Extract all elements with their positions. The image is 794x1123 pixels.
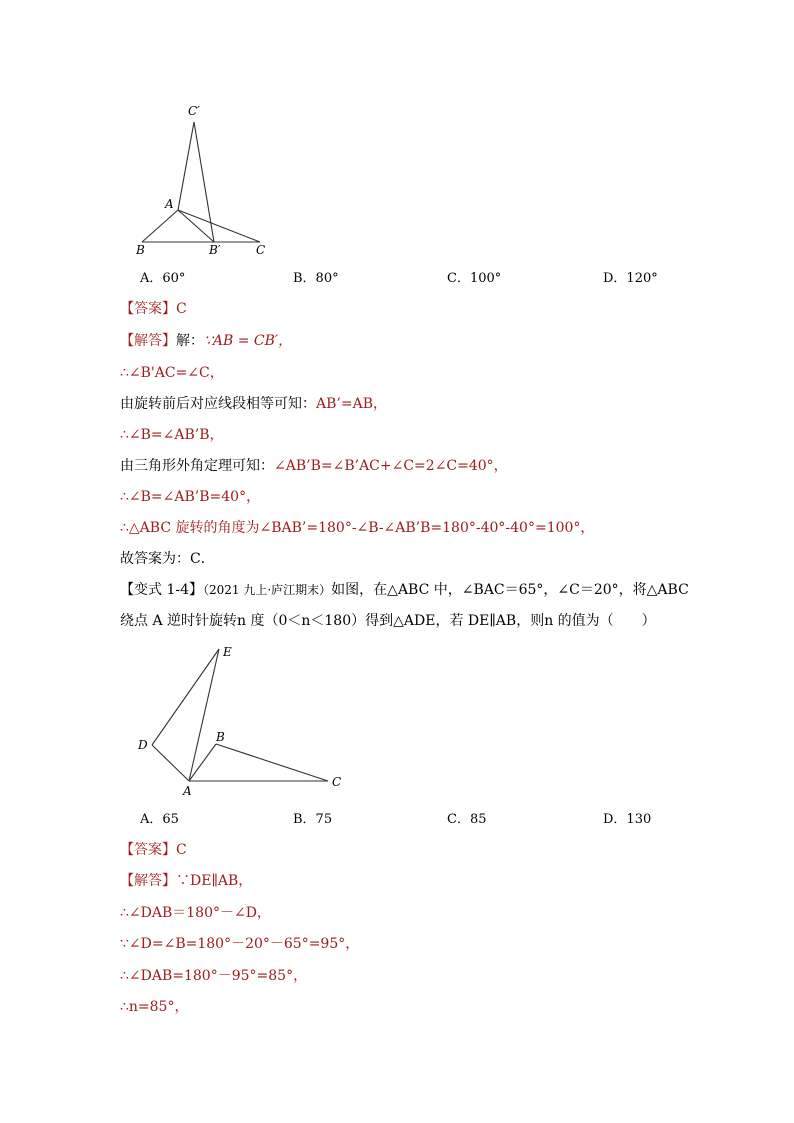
q2-stem-1: 如图，在△ABC 中，∠BAC＝65°，∠C＝20°，将△ABC <box>331 582 689 598</box>
q2-source: （2021 九上·庐江期末） <box>203 583 332 597</box>
figure-2-triangles <box>130 640 350 800</box>
q2-option-c: C．85 <box>447 812 487 827</box>
q1-step-4 <box>120 457 508 475</box>
q1-answer-label: 【答案】 <box>120 301 176 317</box>
label-c: C <box>256 243 266 257</box>
q1-step-3: ∴∠B=∠AB’B， <box>120 427 224 443</box>
q2-answer-label: 【答案】 <box>120 842 176 858</box>
label-b: B <box>136 243 145 257</box>
segment-a-c <box>178 210 260 242</box>
segment-cprime-bprime <box>194 122 214 242</box>
q2-solution-label: 【解答】 <box>120 873 176 889</box>
q2-option-d: D．130 <box>603 812 652 827</box>
q2-tag: 【变式 1-4】 <box>120 582 203 598</box>
q2-answer-value: C <box>176 842 187 858</box>
q1-solution-label: 【解答】 <box>120 333 176 349</box>
segment-d-a <box>152 745 189 781</box>
label-e: E <box>223 645 232 659</box>
label-a: A <box>165 197 174 211</box>
q1-option-b: B．80° <box>293 271 339 286</box>
q1-step-2 <box>120 395 387 413</box>
q1-answer <box>120 300 187 318</box>
segment-a-bprime <box>178 210 214 242</box>
q1-step-2-prefix: 由旋转前后对应线段相等可知： <box>120 396 316 412</box>
segment-e-d <box>152 649 219 745</box>
q2-stem-line-2: 绕点 A 逆时针旋转n 度（0＜n＜180）得到△ADE，若 DE∥AB，则n 的值为（ ） <box>120 613 656 629</box>
q1-step-2-body: AB’=AB， <box>316 396 387 412</box>
label-b-prime: B′ <box>209 243 221 257</box>
q1-solution-first: ∵AB = CB′， <box>204 333 293 349</box>
label-b: B <box>216 730 225 744</box>
q2-step-4: ∴n=85°， <box>120 999 189 1015</box>
figure-1-triangle <box>130 100 280 260</box>
q2-option-b: B．75 <box>293 812 333 827</box>
q2-answer <box>120 841 187 859</box>
q1-step-5: ∴∠B=∠AB’B=40°， <box>120 489 261 505</box>
label-c-prime: C′ <box>188 104 200 118</box>
q1-option-c: C．100° <box>447 271 502 286</box>
q1-step-4-body: ∠AB’B=∠B’AC+∠C=2∠C=40°， <box>274 458 508 474</box>
q2-step-2: ∵∠D=∠B=180°－20°－65°=95°， <box>120 936 360 952</box>
q1-step-7: 故答案为：C． <box>120 551 215 567</box>
label-a: A <box>183 784 192 798</box>
q2-solution-header <box>120 872 252 890</box>
segment-b-a <box>142 210 178 242</box>
q1-option-d: D．120° <box>603 271 658 286</box>
label-c: C <box>332 775 342 789</box>
q1-step-4-prefix: 由三角形外角定理可知： <box>120 458 274 474</box>
q2-step-3: ∴∠DAB=180°－95°=85°， <box>120 968 308 984</box>
q2-stem-line-1 <box>120 581 689 599</box>
q1-solution-header <box>120 332 292 350</box>
q1-solution-intro: 解： <box>176 333 204 349</box>
q2-step-1: ∴∠DAB＝180°－∠D， <box>120 905 271 921</box>
q1-step-1: ∴∠B'AC=∠C， <box>120 365 224 381</box>
label-d: D <box>138 738 148 752</box>
q1-answer-value: C <box>176 301 187 317</box>
q1-step-6: ∴△ABC 旋转的角度为∠BAB’=180°-∠B-∠AB’B=180°-40°-40°=100°， <box>120 520 595 536</box>
segment-a-cprime <box>178 122 194 210</box>
q2-solution-first: ∵DE∥AB， <box>176 873 253 889</box>
segment-b-c <box>216 744 328 781</box>
q1-option-a: A．60° <box>140 271 186 286</box>
q2-option-a: A．65 <box>140 812 179 827</box>
